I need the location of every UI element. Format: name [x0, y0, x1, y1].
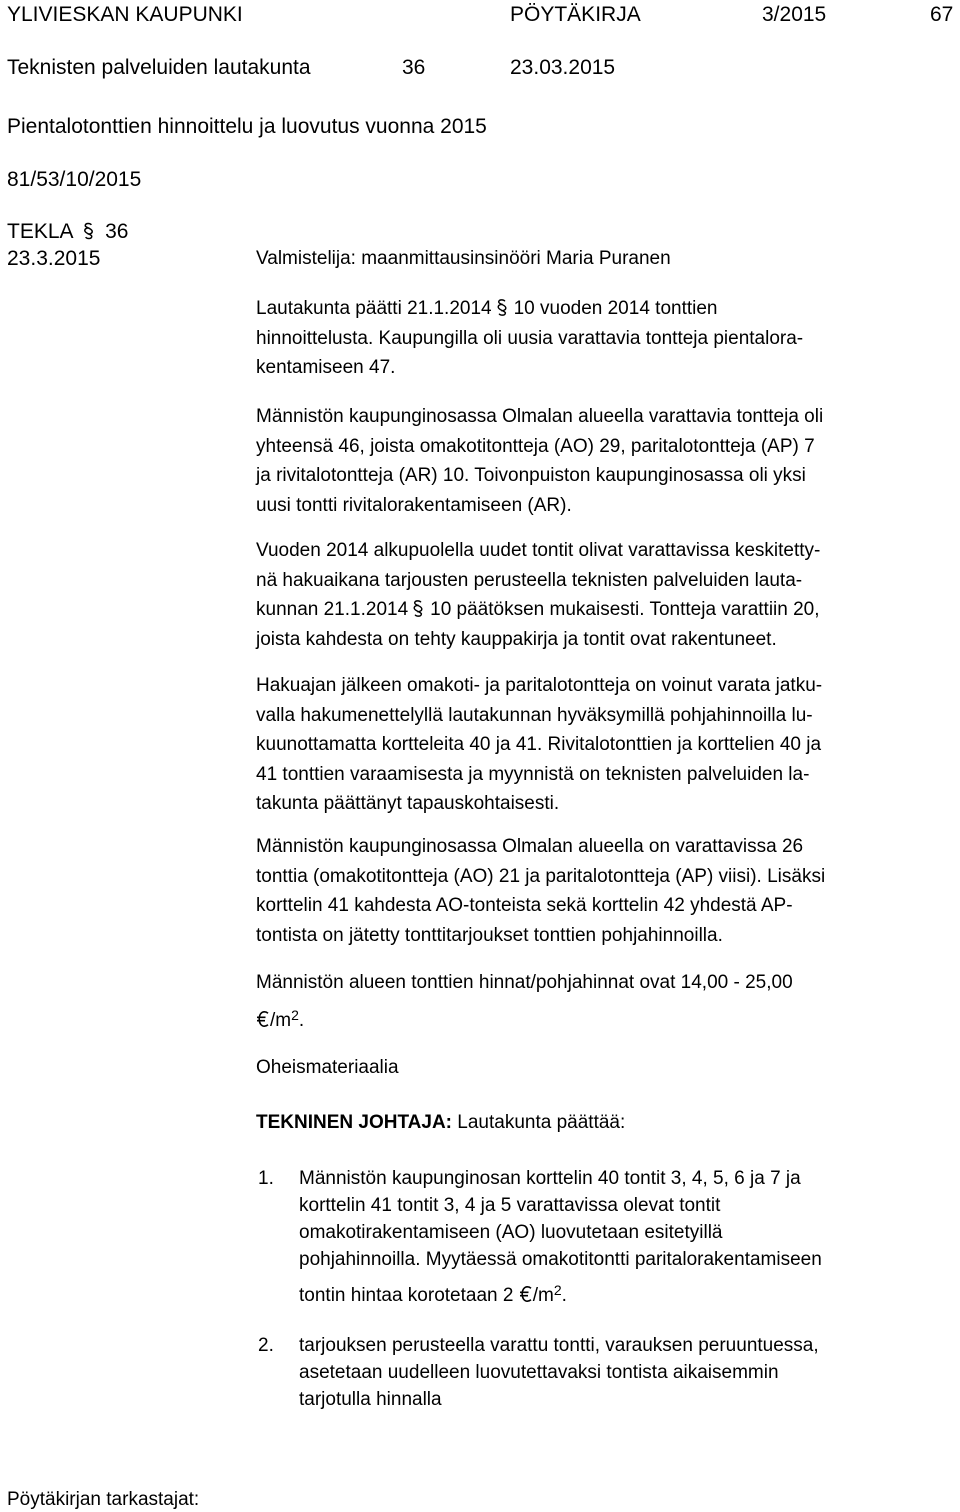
decision-line: omakotirakentamiseen (AO) luovutetaan esitetyillä	[299, 1222, 723, 1243]
paragraph-line: yhteensä 46, joista omakotitontteja (AO) 29, paritalotontteja (AP) 7	[256, 435, 815, 457]
decision-number: 2.	[258, 1335, 274, 1356]
attachments-label: Oheismateriaalia	[256, 1057, 399, 1078]
paragraph-line: kentamiseen 47.	[256, 357, 396, 378]
preparer: Valmistelija: maanmittausinsinööri Maria Puranen	[256, 248, 671, 269]
unit-superscript: 2	[291, 1007, 299, 1023]
decision-text: tontin hintaa korotetaan 2	[299, 1285, 514, 1306]
inspectors-label: Pöytäkirjan tarkastajat:	[7, 1489, 200, 1510]
proposal-heading	[256, 1113, 625, 1132]
paragraph-line: ja rivitalotontteja (AR) 10. Toivonpuiston kaupunginosassa oli yksi	[256, 465, 806, 486]
paragraph-line	[256, 294, 956, 324]
paragraph-line: tonttia (omakotitontteja (AO) 21 ja paritalotontteja (AP) viisi). Lisäksi	[256, 865, 826, 887]
paragraph-line: 41 tonttien varaamisesta ja myynnistä on teknisten palveluiden la-	[256, 763, 810, 785]
price-unit: /m	[270, 1010, 292, 1031]
paragraph-mannisto-2014	[256, 402, 956, 520]
paragraph-line: tontista on jätetty tonttitarjoukset tonttien pohjahinnoilla.	[256, 924, 723, 946]
decision-body	[299, 1165, 949, 1309]
section-sign-icon	[495, 298, 509, 317]
tekla-number: 36	[105, 220, 129, 243]
paragraph-line: Männistön kaupunginosassa Olmalan alueella varattavia tontteja oli	[256, 406, 824, 427]
item-title: Pientalotonttien hinnoittelu ja luovutus vuonna 2015	[7, 115, 487, 138]
paragraph-previous-decision	[256, 294, 956, 383]
paragraph-line: valla hakumenettelyllä lautakunnan hyväksymillä pohjahinnoilla lu-	[256, 704, 813, 726]
decision-line	[299, 1277, 949, 1309]
paragraph-line: uusi tontti rivitalorakentamiseen (AR).	[256, 494, 572, 516]
price-unit: /m	[532, 1285, 554, 1306]
paragraph-line	[256, 999, 956, 1037]
paragraph-text: .	[298, 1010, 305, 1031]
decision-line: tarjouksen perusteella varattu tontti, varauksen peruuntuessa,	[299, 1335, 819, 1356]
euro-icon	[519, 1285, 533, 1303]
paragraph-line: Vuoden 2014 alkupuolella uudet tontit olivat varattavissa keskitetty-	[256, 540, 821, 561]
paragraph-text: Lautakunta päätti 21.1.2014	[256, 298, 492, 319]
paragraph-available-plots	[256, 832, 956, 950]
decision-line: asetetaan uudelleen luovutettavaksi tontista aikaisemmin	[299, 1362, 779, 1383]
euro-icon	[256, 1010, 270, 1028]
paragraph-line: nä hakuaikana tarjousten perusteella teknisten palveluiden lauta-	[256, 569, 803, 591]
page-number: 67	[930, 3, 954, 26]
decision-number: 1.	[258, 1168, 274, 1189]
decision-line: tarjotulla hinnalla	[299, 1389, 442, 1410]
paragraph-line: takunta päättänyt tapauskohtaisesti.	[256, 793, 560, 814]
doc-number: 3/2015	[762, 3, 827, 26]
org-name: YLIVIESKAN KAUPUNKI	[7, 3, 243, 26]
section-sign-icon	[82, 221, 95, 241]
item-reference: 81/53/10/2015	[7, 168, 142, 191]
paragraph-line: Männistön alueen tonttien hinnat/pohjahinnat ovat 14,00 - 25,00	[256, 972, 793, 993]
paragraph-text: kunnan 21.1.2014	[256, 599, 409, 620]
paragraph-first-half-2014	[256, 536, 956, 654]
doc-type: PÖYTÄKIRJA	[510, 3, 641, 26]
tekla-label: TEKLA	[7, 220, 73, 243]
decision-text: .	[561, 1285, 567, 1306]
meeting-number: 36	[402, 56, 426, 79]
decision-item	[258, 1165, 958, 1305]
proposal-text: Lautakunta päättää:	[452, 1112, 626, 1133]
meeting-date: 23.03.2015	[510, 56, 616, 79]
paragraph-line: kuunottamatta kortteleita 40 ja 41. Rivitalotonttien ja korttelien 40 ja	[256, 734, 822, 755]
paragraph-prices	[256, 967, 956, 1037]
paragraph-after-application	[256, 671, 956, 819]
paragraph-text: 10 päätöksen mukaisesti. Tontteja varattiin 20,	[430, 599, 820, 620]
decision-body	[299, 1332, 949, 1413]
paragraph-line: joista kahdesta on tehty kauppakirja ja tontit ovat rakentuneet.	[256, 628, 777, 650]
decision-item	[258, 1332, 958, 1422]
paragraph-text: 10 vuoden 2014 tonttien	[513, 298, 718, 319]
decision-line: Männistön kaupunginosan korttelin 40 tontit 3, 4, 5, 6 ja 7 ja	[299, 1168, 801, 1189]
decision-line: korttelin 41 tontit 3, 4 ja 5 varattavissa olevat tontit	[299, 1195, 721, 1216]
paragraph-line: Hakuajan jälkeen omakoti- ja paritalotontteja on voinut varata jatku-	[256, 675, 823, 696]
paragraph-line: hinnoittelusta. Kaupungilla oli uusia varattavia tontteja pientalora-	[256, 327, 804, 349]
unit-superscript: 2	[553, 1282, 562, 1298]
paragraph-line: Männistön kaupunginosassa Olmalan alueella on varattavissa 26	[256, 836, 804, 857]
section-sign-icon	[411, 599, 425, 618]
paragraph-line	[256, 595, 956, 625]
proposer-title: TEKNINEN JOHTAJA:	[256, 1112, 452, 1133]
paragraph-line: korttelin 41 kahdesta AO-tonteista sekä korttelin 42 yhdestä AP-	[256, 895, 793, 916]
tekla-date: 23.3.2015	[7, 247, 101, 270]
tekla-line	[7, 221, 128, 242]
decision-line: pohjahinnoilla. Myytäessä omakotitontti paritalorakentamiseen	[299, 1249, 822, 1270]
committee-name: Teknisten palveluiden lautakunta	[7, 56, 311, 79]
